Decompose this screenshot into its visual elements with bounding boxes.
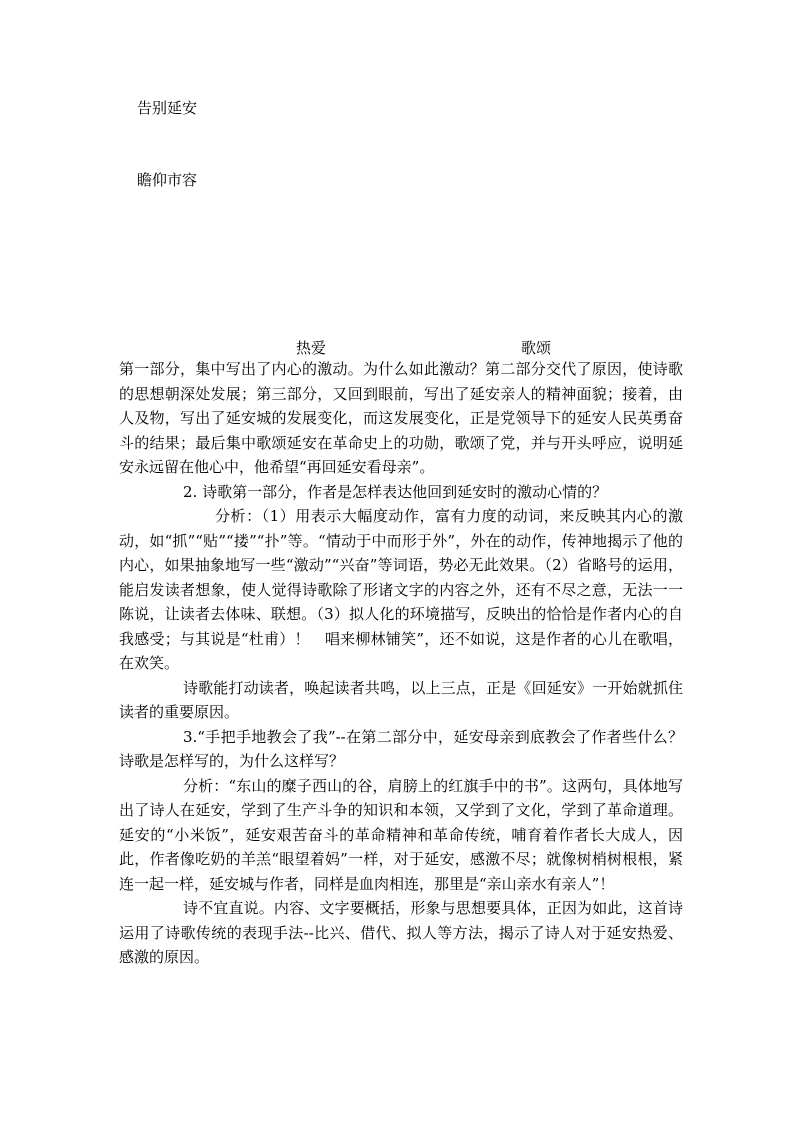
paragraph-conclusion-3: 诗不宜直说。内容、文字要概括，形象与思想要具体，正因为如此，这首诗运用了诗歌传统的表现手法--比兴、借代、拟人等方法，揭示了诗人对于延安热爱、感激的原因。 bbox=[119, 899, 683, 966]
analysis-2: 分析：（1）用表示大幅度动作，富有力度的动词，来反映其内心的激动，如“抓”“贴”“搂”“扑”等。“情动于中而形于外”，外在的动作，传神地揭示了他的内心，如果抽象地写一些“激动”“兴奋”等词语，势必无此效果。（2）省略号的运用，能启发读者想象，使人觉得诗歌除了形诸文字的内容之外，还有不尽之意，无法一一陈说，让读者去体味、联想。（3）拟人化的环境描写，反映出的恰恰是作者内心的自我感受；与其说是“杜甫）！ 唱来柳林铺笑”，还不如说，这是作者的心儿在歌唱，在欢笑。 bbox=[119, 507, 683, 672]
keyword-love: 热爱 bbox=[296, 339, 327, 357]
section-heading-farewell: 告别延安 bbox=[137, 99, 198, 117]
paragraph-conclusion-2: 诗歌能打动读者，唤起读者共鸣，以上三点，正是《回延安》一开始就抓住读者的重要原因。 bbox=[119, 678, 683, 721]
question-3: 3.“手把手地教会了我”--在第二部分中，延安母亲到底教会了作者些什么？诗歌是怎样写的，为什么这样写？ bbox=[119, 727, 683, 770]
section-heading-city-view: 瞻仰市容 bbox=[137, 171, 198, 189]
paragraph-structure-summary: 第一部分，集中写出了内心的激动。为什么如此激动？第二部分交代了原因，使诗歌的思想朝深处发展；第三部分，又回到眼前，写出了延安亲人的精神面貌；接着，由人及物，写出了延安城的发展变化，而这发展变化，正是党领导下的延安人民英勇奋斗的结果；最后集中歌颂延安在革命史上的功勋，歌颂了党，并与开头呼应，说明延安永远留在他心中，他希望“再回延安看母亲”。 bbox=[119, 360, 683, 476]
keyword-praise: 歌颂 bbox=[521, 339, 552, 357]
analysis-3: 分析：“东山的糜子西山的谷，肩膀上的红旗手中的书”。这两句，具体地写出了诗人在延安，学到了生产斗争的知识和本领，又学到了文化，学到了革命道理。延安的“小米饭”，延安艰苦奋斗的革命精神和革命传统，哺育着作者长大成人，因此，作者像吃奶的羊羔“眼望着妈”一样，对于延安，感激不尽；就像树梢树根根，紧连一起一样，延安城与作者，同样是血肉相连，那里是“亲山亲水有亲人”！ bbox=[119, 776, 683, 893]
body-text bbox=[119, 357, 683, 970]
question-2: 2. 诗歌第一部分，作者是怎样表达他回到延安时的激动心情的？ bbox=[183, 482, 608, 501]
